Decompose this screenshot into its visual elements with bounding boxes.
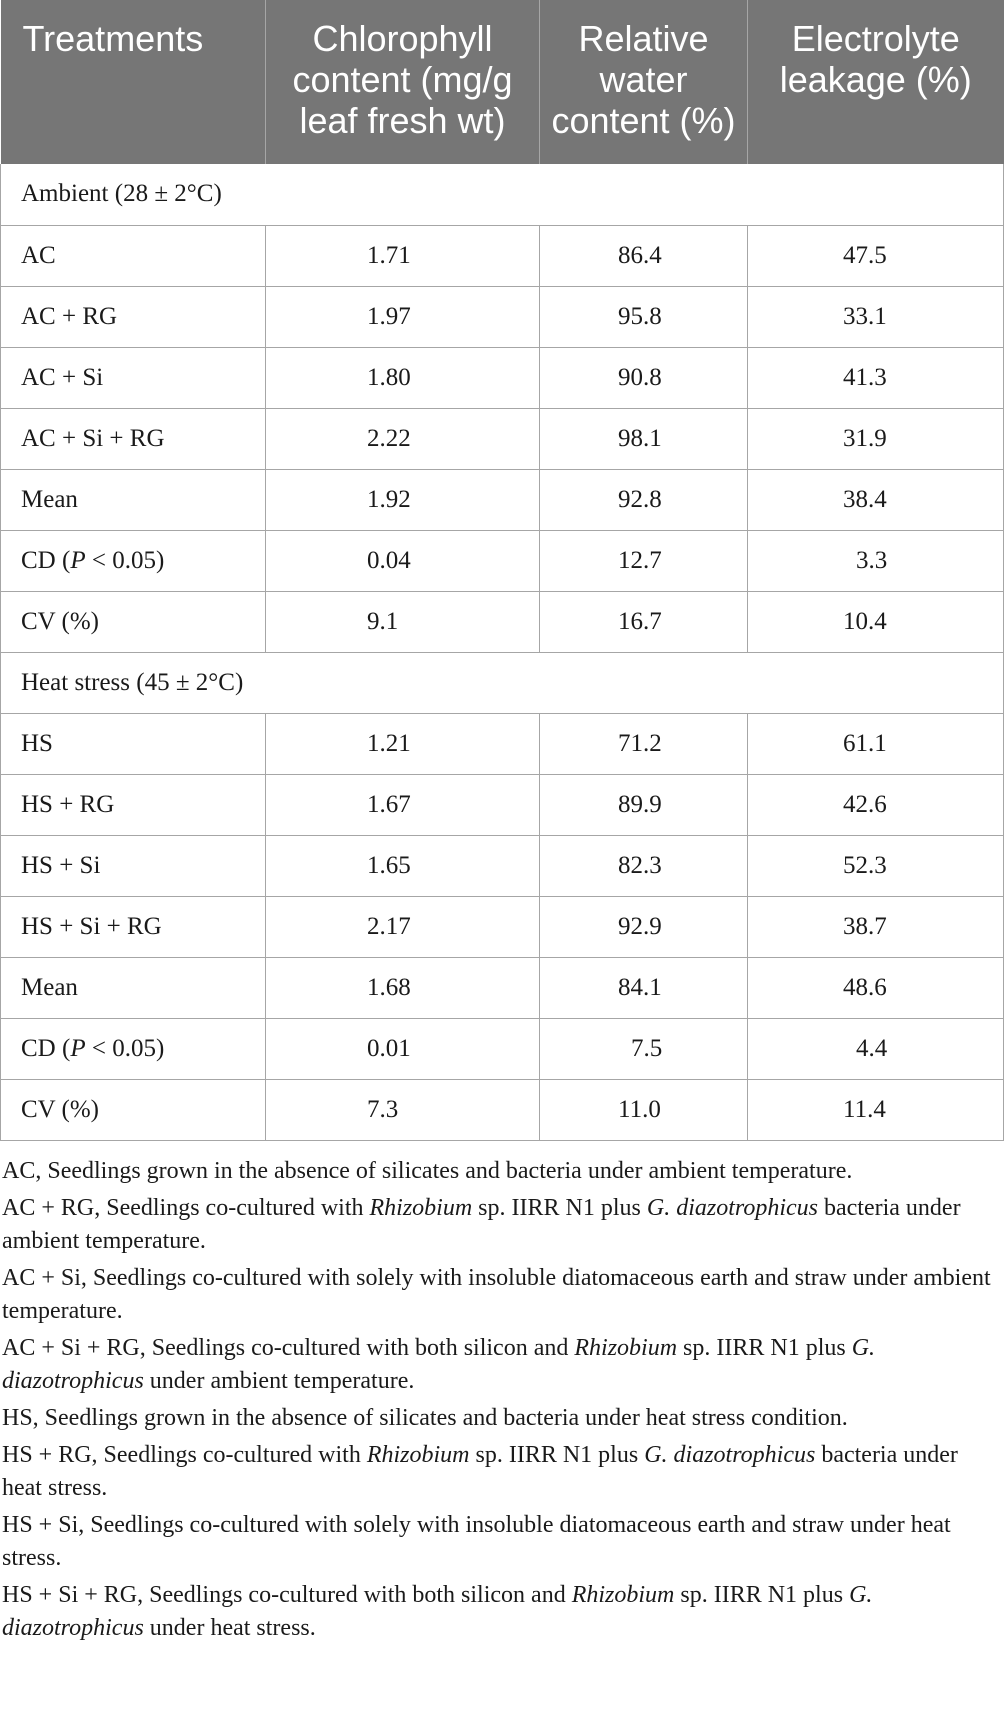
treatment-cell: AC + Si + RG — [1, 408, 266, 469]
chlorophyll-cell: 1.65 — [266, 835, 540, 896]
chlorophyll-cell: 1.80 — [266, 347, 540, 408]
chlorophyll-cell: 0.01 — [266, 1018, 540, 1079]
footnote-text: HS + RG, Seedlings co-cultured with — [2, 1441, 367, 1468]
table-row — [1, 896, 1004, 957]
chlorophyll-cell: 1.97 — [266, 286, 540, 347]
electrolyte-leakage-cell: 10.4 — [748, 591, 1004, 652]
group-label: Ambient (28 ± 2°C) — [1, 164, 1004, 225]
chlorophyll-cell: 1.67 — [266, 774, 540, 835]
relative-water-content-cell: 92.8 — [540, 469, 748, 530]
footnote-italic-text: Rhizobium — [366, 1441, 470, 1468]
table-row — [1, 591, 1004, 652]
footnote-italic-text: G. diazotrophicus — [646, 1194, 818, 1221]
treatment-cell: AC — [1, 225, 266, 286]
header-treatments: Treatments — [1, 0, 266, 164]
footnote-text: sp. IIRR N1 plus — [469, 1441, 645, 1468]
electrolyte-leakage-cell: 52.3 — [748, 835, 1004, 896]
relative-water-content-cell: 95.8 — [540, 286, 748, 347]
electrolyte-leakage-cell: 47.5 — [748, 225, 1004, 286]
electrolyte-leakage-cell: 11.4 — [748, 1079, 1004, 1140]
treatment-cell: Mean — [1, 957, 266, 1018]
table-row — [1, 1018, 1004, 1079]
relative-water-content-cell: 90.8 — [540, 347, 748, 408]
chlorophyll-cell: 1.71 — [266, 225, 540, 286]
treatment-cell: CV (%) — [1, 1079, 266, 1140]
table-row — [1, 347, 1004, 408]
footnote-text: HS + Si, Seedlings co-cultured with solely with insoluble diatomaceous earth and straw under heat stress. — [2, 1511, 951, 1571]
relative-water-content-cell: 86.4 — [540, 225, 748, 286]
footnote — [2, 1579, 1002, 1645]
group-label: Heat stress (45 ± 2°C) — [1, 652, 1004, 713]
relative-water-content-cell: 89.9 — [540, 774, 748, 835]
electrolyte-leakage-cell: 31.9 — [748, 408, 1004, 469]
footnote-text: bacteria under heat stress. — [2, 1441, 958, 1501]
relative-water-content-cell: 92.9 — [540, 896, 748, 957]
electrolyte-leakage-cell: 41.3 — [748, 347, 1004, 408]
footnote — [2, 1402, 1002, 1435]
treatment-suffix: < 0.05) — [85, 1034, 165, 1062]
treatment-cell: HS + RG — [1, 774, 266, 835]
footnote — [2, 1509, 1002, 1575]
footnote-text: sp. IIRR N1 plus — [677, 1334, 852, 1361]
footnote — [2, 1192, 1002, 1258]
chlorophyll-cell: 2.22 — [266, 408, 540, 469]
footnote-text: HS + Si + RG, Seedlings co-cultured with both silicon and — [2, 1581, 572, 1608]
footnote-text: AC + Si, Seedlings co-cultured with solely with insoluble diatomaceous earth and straw under ambient temperature. — [2, 1264, 991, 1324]
chlorophyll-cell: 1.21 — [266, 713, 540, 774]
footnote-text: AC + RG, Seedlings co-cultured with — [2, 1194, 370, 1221]
treatment-cell: HS — [1, 713, 266, 774]
footnote-italic-text: Rhizobium — [574, 1334, 678, 1361]
electrolyte-leakage-cell: 33.1 — [748, 286, 1004, 347]
relative-water-content-cell: 7.5 — [540, 1018, 748, 1079]
electrolyte-leakage-cell: 4.4 — [748, 1018, 1004, 1079]
treatment-cell: HS + Si + RG — [1, 896, 266, 957]
footnote — [2, 1332, 1002, 1398]
treatment-cell: AC + RG — [1, 286, 266, 347]
electrolyte-leakage-cell: 38.7 — [748, 896, 1004, 957]
treatment-prefix: CD ( — [21, 546, 71, 574]
footnote — [2, 1155, 1002, 1188]
treatment-suffix: < 0.05) — [85, 546, 165, 574]
table-row — [1, 469, 1004, 530]
relative-water-content-cell: 16.7 — [540, 591, 748, 652]
header-row — [1, 0, 1004, 164]
table-row — [1, 1079, 1004, 1140]
footnote-text: AC + Si + RG, Seedlings co-cultured with both silicon and — [2, 1334, 575, 1361]
treatment-italic: P — [70, 546, 86, 574]
header-relative-water-content: Relative water content (%) — [540, 0, 748, 164]
footnote-text: under heat stress. — [143, 1614, 316, 1641]
treatment-italic: P — [70, 1034, 86, 1062]
table-row — [1, 835, 1004, 896]
header-electrolyte-leakage: Electrolyte leakage (%) — [748, 0, 1004, 164]
footnote-text: bacteria under ambient temperature. — [2, 1194, 961, 1254]
group-row — [1, 652, 1004, 713]
footnote-text: under ambient temperature. — [143, 1367, 415, 1394]
electrolyte-leakage-cell: 3.3 — [748, 530, 1004, 591]
relative-water-content-cell: 71.2 — [540, 713, 748, 774]
table-header — [1, 0, 1004, 164]
treatment-cell: HS + Si — [1, 835, 266, 896]
treatment-cell: CV (%) — [1, 591, 266, 652]
table-row — [1, 774, 1004, 835]
table-row — [1, 286, 1004, 347]
footnote — [2, 1262, 1002, 1328]
electrolyte-leakage-cell: 48.6 — [748, 957, 1004, 1018]
footnote-text: sp. IIRR N1 plus — [674, 1581, 850, 1608]
relative-water-content-cell: 82.3 — [540, 835, 748, 896]
relative-water-content-cell: 12.7 — [540, 530, 748, 591]
group-row — [1, 164, 1004, 225]
header-chlorophyll: Chlorophyll content (mg/g leaf fresh wt) — [266, 0, 540, 164]
electrolyte-leakage-cell: 61.1 — [748, 713, 1004, 774]
electrolyte-leakage-cell: 42.6 — [748, 774, 1004, 835]
table-row — [1, 530, 1004, 591]
treatment-cell: Mean — [1, 469, 266, 530]
table-row — [1, 713, 1004, 774]
footnote-italic-text: Rhizobium — [369, 1194, 473, 1221]
treatment-cell: AC + Si — [1, 347, 266, 408]
chlorophyll-cell: 9.1 — [266, 591, 540, 652]
relative-water-content-cell: 84.1 — [540, 957, 748, 1018]
chlorophyll-cell: 1.68 — [266, 957, 540, 1018]
chlorophyll-cell: 2.17 — [266, 896, 540, 957]
footnote-text: AC, Seedlings grown in the absence of silicates and bacteria under ambient temperature. — [2, 1157, 853, 1184]
footnote-italic-text: G. diazotrophicus — [2, 1581, 873, 1641]
treatment-cell — [1, 530, 266, 591]
footnote-italic-text: Rhizobium — [571, 1581, 675, 1608]
electrolyte-leakage-cell: 38.4 — [748, 469, 1004, 530]
relative-water-content-cell: 11.0 — [540, 1079, 748, 1140]
chlorophyll-cell: 0.04 — [266, 530, 540, 591]
table-row — [1, 408, 1004, 469]
footnote — [2, 1439, 1002, 1505]
footnote-text: HS, Seedlings grown in the absence of silicates and bacteria under heat stress condition. — [2, 1404, 848, 1431]
footnote-text: sp. IIRR N1 plus — [472, 1194, 647, 1221]
table-body — [1, 164, 1004, 1140]
table-row — [1, 957, 1004, 1018]
chlorophyll-cell: 1.92 — [266, 469, 540, 530]
footnote-italic-text: G. diazotrophicus — [2, 1334, 876, 1394]
relative-water-content-cell: 98.1 — [540, 408, 748, 469]
table-footnotes — [0, 1155, 1002, 1645]
footnote-italic-text: G. diazotrophicus — [644, 1441, 816, 1468]
treatment-prefix: CD ( — [21, 1034, 71, 1062]
chlorophyll-cell: 7.3 — [266, 1079, 540, 1140]
table-row — [1, 225, 1004, 286]
treatment-cell — [1, 1018, 266, 1079]
